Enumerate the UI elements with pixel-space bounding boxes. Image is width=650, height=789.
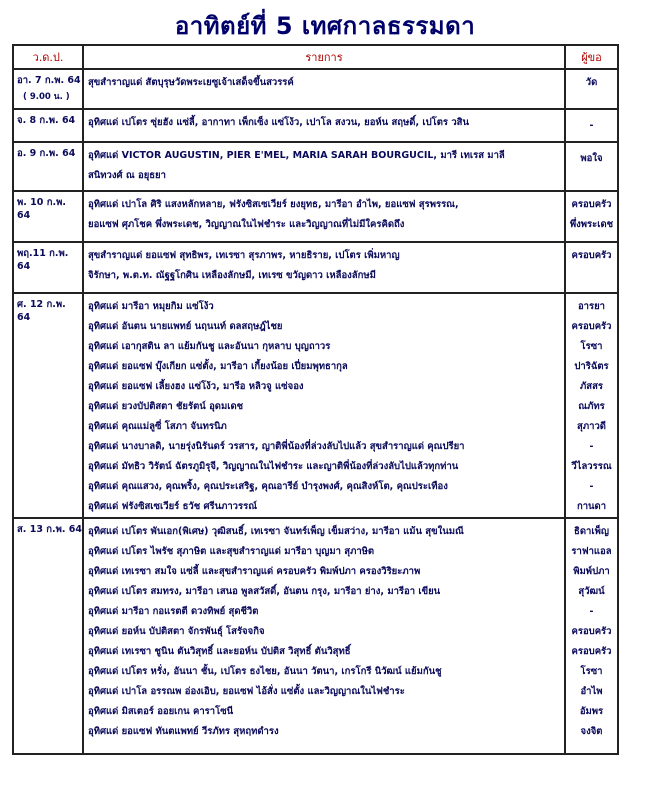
page-title: อาทิตย์ที่ 5 เทศกาลธรรมดา [174,12,476,40]
requester-cell [565,109,618,142]
intention-line: อุทิศแด่ มารีอา หมุยกิม แซ่โง้ว [88,301,214,312]
intention-line: อุทิศแด่ ฟรังซิสเซเวียร์ ธวัช ศรีนภาวรรณ์ [88,501,258,512]
requester: จงจิต [580,726,603,737]
requester-cell [565,142,618,191]
requester: โรซา [580,666,603,677]
requester: ครอบครัว [571,321,612,332]
requester: อารยา [577,301,606,312]
requester-cell [565,191,618,242]
requester: อัมพร [579,706,604,717]
table-row [13,191,618,242]
date-label: อ. 9 ก.พ. 64 [17,148,76,159]
header-item: รายการ [83,45,565,69]
requester: ณภัทร [578,401,605,412]
intention-line: อุทิศแด่ ยอห์น บัปติสตา จักรพันธุ์ โสรัจจกิจ [88,626,265,637]
intention-line: อุทิศแด่ ยอแซฟ ทันตแพทย์ วีรภัทร สุหฤทดำรง [88,726,279,737]
requester: - [589,441,594,452]
date-cell [13,109,83,142]
requester: อำไพ [580,686,603,697]
table-row [13,69,618,109]
header-date: ว.ด.ป. [13,45,83,69]
item-cell [83,109,565,142]
date-label: อา. 7 ก.พ. 64 [17,75,81,86]
date-label: จ. 8 ก.พ. 64 [17,115,76,126]
date-cell [13,142,83,191]
requester: ราฟาแอล [571,546,612,557]
requester: พึ่งพระเดช [569,219,614,230]
intention-line: อุทิศแด่ มิสเตอร์ ออยเกน คาราโซนี [88,706,234,717]
requester-cell [565,69,618,109]
date-label: พ. 10 ก.พ. 64 [17,197,66,221]
table-header-row [13,45,618,69]
date-cell [13,69,83,109]
item-cell [83,69,565,109]
intention-line: อุทิศแด่ เปโตร หรั่ง, อันนา ชั้น, เปโตร ธงไชย, อันนา วัตนา, เกรโกรี นิวัฒน์ แย้มกันชู [88,666,442,677]
intention-line: อุทิศแด่ VICTOR AUGUSTIN, PIER E'MEL, MARIA SARAH BOURGUCIL, มารี เทเรส มาลี [88,150,505,161]
intention-line: อุทิศแด่ อันตน นายแพทย์ นฤนนท์ ดลสฤษฎ์ไชย [88,321,283,332]
item-cell [83,242,565,293]
item-cell [83,142,565,191]
requester-cell [565,293,618,518]
item-cell [83,293,565,518]
item-cell [83,191,565,242]
requester: วัด [585,77,598,88]
requester: ปาริฉัตร [574,361,609,372]
requester-cell [565,518,618,754]
requester: สุภาวดี [577,421,606,432]
requester: วีไลวรรณ [571,461,612,472]
requester: ธิดาเพ็ญ [574,526,609,537]
date-cell [13,293,83,518]
intention-line: อุทิศแด่ ยอแซฟ บุ๊งเกียก แซ่ตั้ง, มารีอา เกี้ยงน้อย เปี่ยมพุทธากุล [88,361,348,372]
intention-line: อุทิศแด่ เทเรซา สมใจ แซ่ลี้ และสุขสำราญแด่ ครอบครัว พิมพ์ปภา ครองวิริยะภาพ [88,566,421,577]
intention-line: อุทิศแด่ คุณแม่ลูซี่ โสภา จันทรนิภ [88,421,227,432]
intention-line: อุทิศแด่ เอากุสติน ลา แย้มกันชู และอันนา กุหลาบ บุญถาวร [88,341,331,352]
intention-line: จิรักษา, พ.ต.ท. ณัฐฐโกศิน เหลืองลักษมี, เทเรซ ขวัญดาว เหลืองลักษมี [88,270,376,281]
requester: พอใจ [580,153,603,164]
requester: - [589,481,594,492]
intention-line: อุทิศแด่ เปโตร สมทรง, มารีอา เสนอ พูลสวัสดิ์, อันตน กรุง, มารีอา ย่าง, มารีอา เขียน [88,586,441,597]
requester-cell [565,242,618,293]
table-row [13,109,618,142]
intention-line: สุขสำราญแด่ สัตบุรุษวัดพระเยซูเจ้าเสด็จขึ้นสวรรค์ [88,77,294,88]
table-row [13,242,618,293]
requester: สุวัฒน์ [578,586,605,597]
mass-intention-table [12,44,619,755]
intention-line: อุทิศแด่ เทเรซา ชูนิน ตันวิสุทธิ์ และยอห์น บัปติส วิสุทธิ์ ตันวิสุทธิ์ [88,646,351,657]
intention-line: อุทิศแด่ เปโตร ไพรัช สุภาษิต และสุขสำราญแด่ มารีอา บุญมา สุภาษิต [88,546,375,557]
intention-line: อุทิศแด่ ยวงบัปติสตา ชัยรัตน์ อุดมเดช [88,401,244,412]
table-row [13,518,618,754]
header-requester: ผู้ขอ [565,45,618,69]
intention-line: อุทิศแด่ นางบาลดิ, นายรุ่งนิรันดร์ วรสาร, ญาติพี่น้องที่ล่วงลับไปแล้ว สุขสำราญแด่ คุณปรียา [88,441,465,452]
date-label: ศ. 12 ก.พ. 64 [17,299,66,323]
item-cell [83,518,565,754]
date-cell [13,191,83,242]
intention-line: ยอแซฟ ศุภโชค พึ่งพระเดช, วิญญาณในไฟชำระ และวิญญาณที่ไม่มีใครคิดถึง [88,219,405,230]
intention-line: อุทิศแด่ ยอแซฟ เลี้ยงฮง แซ่โง้ว, มารีอ หลิวจู แซ่จอง [88,381,304,392]
intention-line: อุทิศแด่ เปาโล อรรณพ อ่องเอิบ, ยอแซฟ ไอ้สั่ง แซ่ตั้ง และวิญญาณในไฟชำระ [88,686,405,697]
time-label: ( 9.00 น. ) [23,92,70,102]
requester: ครอบครัว [571,626,612,637]
intention-line: อุทิศแด่ เปโตร พันเอก(พิเศษ) วุฒิสนธิ์, เทเรซา จันทร์เพ็ญ เข็มสว่าง, มารีอา แม้น สุขในมณี [88,526,464,537]
table-row [13,293,618,518]
intention-line: อุทิศแด่ มัทธิว วิรัตน์ ฉัตรภูมิรุจี, วิญญาณในไฟชำระ และญาติพี่น้องที่ล่วงลับไปแล้วทุกท่าน [88,461,459,472]
table-row [13,142,618,191]
requester: ครอบครัว [571,250,612,261]
intention-line: สนิทวงศ์ ณ อยุธยา [88,170,166,181]
requester: กานดา [576,501,607,512]
intention-line: อุทิศแด่ เปโตร ซุ่ยฮัง แซ่ลี้, อากาทา เพ็กเซ็ง แซ่โง้ว, เปาโล สงวน, ยอห์น สฤษดิ์, เปโตร วสิน [88,117,469,128]
requester: - [589,606,594,617]
intention-line: อุทิศแด่ มารีอา กอแรตตี ดวงทิพย์ สุดชีวิต [88,606,259,617]
date-label: พฤ.11 ก.พ. 64 [17,248,69,272]
intention-line: อุทิศแด่ เปาโล ศิริ แสงหลักหลาย, ฟรังซิสเซเวียร์ ยงยุทธ, มารีอา อำไพ, ยอแซฟ สุรพรรณ, [88,199,459,210]
requester: ครอบครัว [571,199,612,210]
date-cell [13,242,83,293]
requester: ครอบครัว [571,646,612,657]
requester: โรซา [580,341,603,352]
intention-line: สุขสำราญแด่ ยอแซฟ สุทธิพร, เทเรซา สุรภาพร, หายธิราย, เปโตร เพิ่มหาญ [88,250,400,261]
date-label: ส. 13 ก.พ. 64 [17,524,83,535]
date-cell [13,518,83,754]
requester: พิมพ์ปภา [573,566,610,577]
requester: ภัสสร [580,381,603,392]
intention-line: อุทิศแด่ คุณแสวง, คุณพริ้ง, คุณประเสริฐ, คุณอารีย์ บำรุงพงศ์, คุณสิงห์โต, คุณประเทือง [88,481,448,492]
requester: - [589,120,594,131]
